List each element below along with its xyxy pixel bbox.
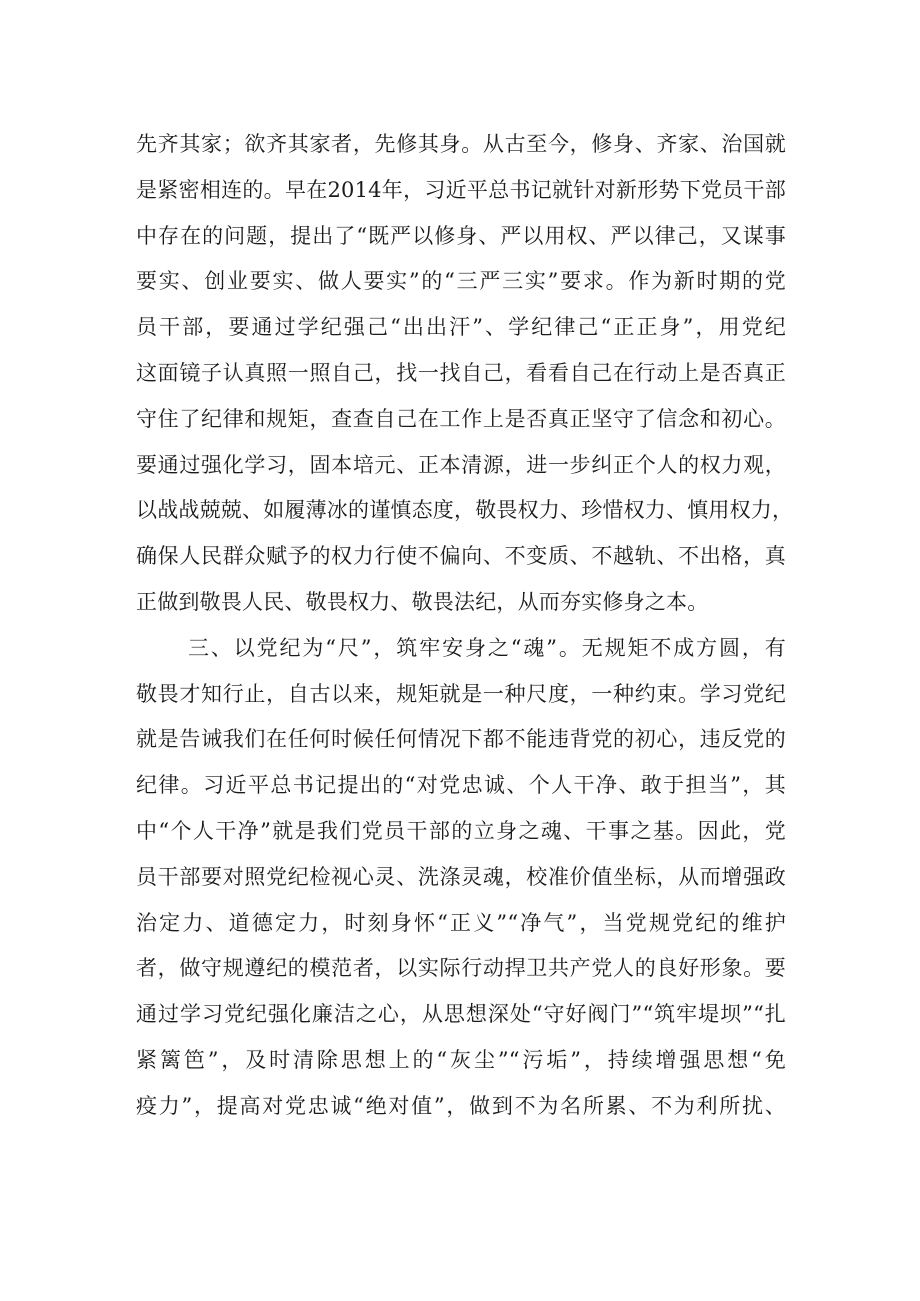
text-line: 确保人民群众赋予的权力行使不偏向、不变质、不越轨、不出格，真 (136, 544, 786, 569)
text-line: 三、以党纪为“尺”，筑牢安身之“魂”。无规矩不成方圆，有 (188, 635, 786, 660)
text-line: 守住了纪律和规矩，查查自己在工作上是否真正坚守了信念和初心。 (136, 406, 786, 431)
text-line: 以战战兢兢、如履薄冰的谨慎态度，敬畏权力、珍惜权力、慎用权力， (136, 498, 794, 523)
text-line: 中“个人干净”就是我们党员干部的立身之魂、干事之基。因此，党 (136, 818, 786, 843)
text-line: 者，做守规遵纪的模范者，以实际行动捍卫共产党人的良好形象。要 (136, 956, 786, 981)
text-line: 敬畏才知行止，自古以来，规矩就是一种尺度，一种约束。学习党纪 (136, 681, 786, 706)
text-line: 这面镜子认真照一照自己，找一找自己，看看自己在行动上是否真正 (136, 360, 786, 385)
text-line: 疫力”，提高对党忠诚“绝对值”，做到不为名所累、不为利所扰、 (136, 1093, 786, 1118)
text-line: 通过学习党纪强化廉洁之心，从思想深处“守好阀门”“筑牢堤坝”“扎 (136, 1002, 786, 1027)
text-line: 要实、创业要实、做人要实”的“三严三实”要求。作为新时期的党 (136, 269, 786, 294)
text-line: 治定力、道德定力，时刻身怀“正义”“净气”，当党规党纪的维护 (136, 910, 786, 935)
paragraph-2 (136, 626, 786, 1130)
text-line: 纪律。习近平总书记提出的“对党忠诚、个人干净、敢于担当”，其 (136, 773, 786, 798)
text-line: 就是告诫我们在任何时候任何情况下都不能违背党的初心，违反党的 (136, 727, 786, 752)
text-line: 员干部要对照党纪检视心灵、洗涤灵魂，校准价值坐标，从而增强政 (136, 864, 786, 889)
paragraph-1 (136, 122, 794, 626)
text-line: 要通过强化学习，固本培元、正本清源，进一步纠正个人的权力观， (136, 452, 786, 477)
text-line: 紧篱笆”，及时清除思想上的“灰尘”“污垢”，持续增强思想“免 (136, 1047, 786, 1072)
text-line: 中存在的问题，提出了“既严以修身、严以用权、严以律己，又谋事 (136, 223, 786, 248)
text-line: 先齐其家；欲齐其家者，先修其身。从古至今，修身、齐家、治国就 (136, 132, 786, 156)
body-text (136, 122, 794, 1130)
text-line: 是紧密相连的。早在2014年，习近平总书记就针对新形势下党员干部 (136, 177, 786, 202)
text-line: 员干部，要通过学纪强己“出出汗”、学纪律己“正正身”，用党纪 (136, 315, 786, 340)
text-line: 正做到敬畏人民、敬畏权力、敬畏法纪，从而夯实修身之本。 (136, 589, 709, 614)
